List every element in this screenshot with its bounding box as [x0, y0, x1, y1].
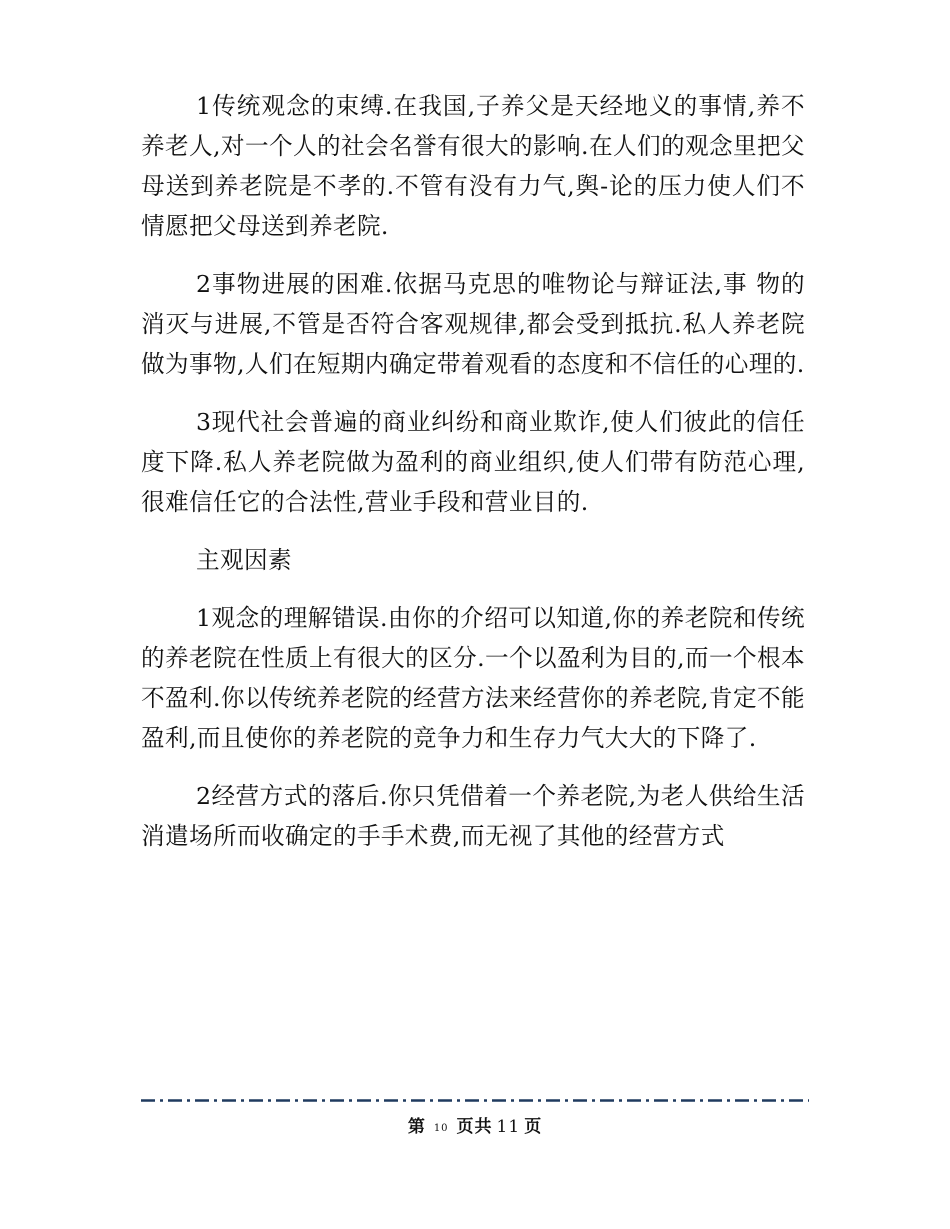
paragraph-1: 1传统观念的束缚.在我国,子养父是天经地义的事情,养不养老人,对一个人的社会名誉有很大的影响.在人们的观念里把父母送到养老院是不孝的.不管有没有力气,舆-论的压力使人们不情愿把父母送到养老院. — [141, 92, 805, 240]
paragraph-5: 2经营方式的落后.你只凭借着一个养老院,为老人供给生活消遣场所而收确定的手手术费,而无视了其他的经营方式 — [141, 782, 805, 850]
footer-total-pages: 11 — [496, 1117, 521, 1137]
footer-page-number: 10 — [433, 1123, 449, 1134]
paragraph-2: 2事物进展的困难.依据马克思的唯物论与辩证法,事 物的消灭与进展,不管是否符合客观规律,都会受到抵抗.私人养老院做为事物,人们在短期内确定带着观看的态度和不信任的心理的. — [141, 270, 805, 378]
document-body — [141, 86, 805, 874]
footer-prefix: 第 — [407, 1117, 426, 1137]
section-heading: 主观因素 — [196, 546, 292, 574]
footer-suffix: 页 — [524, 1117, 543, 1137]
page-footer — [0, 1112, 950, 1137]
footer-divider — [141, 1099, 809, 1102]
paragraph-3: 3现代社会普遍的商业纠纷和商业欺诈,使人们彼此的信任度下降.私人养老院做为盈利的商业组织,使人们带有防范心理,很难信任它的合法性,营业手段和营业目的. — [141, 408, 805, 516]
paragraph-4: 1观念的理解错误.由你的介绍可以知道,你的养老院和传统的养老院在性质上有很大的区分.一个以盈利为目的,而一个根本不盈利.你以传统养老院的经营方法来经营你的养老院,肯定不能盈利,而且使你的养老院的竞争力和生存力气大大的下降了. — [141, 604, 805, 752]
footer-middle: 页共 — [456, 1117, 493, 1137]
